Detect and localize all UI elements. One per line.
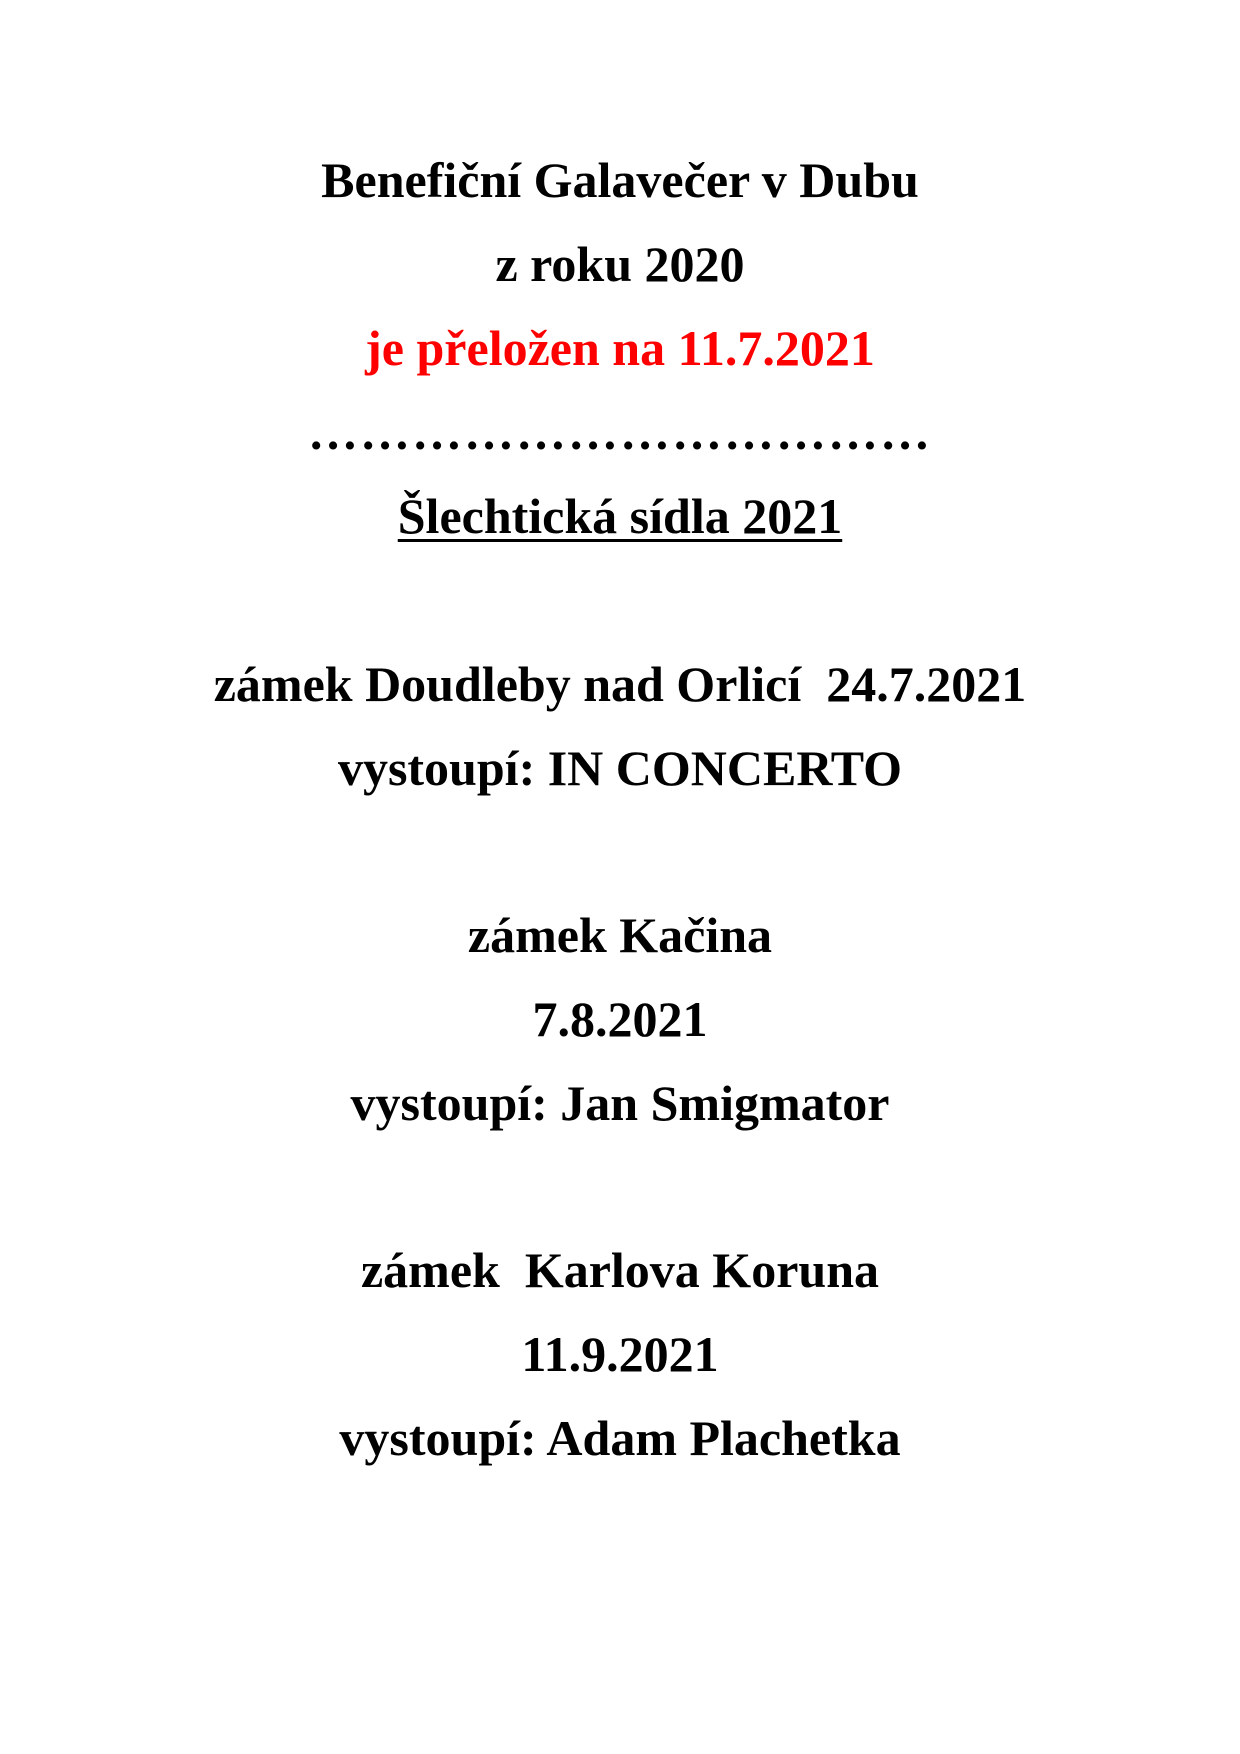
event-3-performer: vystoupí: Adam Plachetka	[339, 1410, 901, 1466]
event-2-performer: vystoupí: Jan Smigmator	[350, 1075, 890, 1131]
program-title	[0, 486, 1240, 546]
program-title-text: Šlechtická sídla 2021	[397, 488, 843, 544]
event-1-venue: zámek Doudleby nad Orlicí 24.7.2021	[213, 656, 1027, 712]
event-title: Benefiční Galavečer v Dubu	[321, 152, 919, 208]
event-3-date: 11.9.2021	[521, 1326, 719, 1382]
event-2-venue: zámek Kačina	[467, 907, 773, 963]
event-3-venue: zámek Karlova Koruna	[360, 1242, 880, 1298]
event-2-date: 7.8.2021	[532, 991, 708, 1047]
postponement-notice: je přeložen na 11.7.2021	[365, 320, 875, 376]
dotted-separator: ………………………………	[308, 404, 932, 460]
event-year: z roku 2020	[495, 236, 745, 292]
event-1-performer: vystoupí: IN CONCERTO	[337, 740, 903, 796]
